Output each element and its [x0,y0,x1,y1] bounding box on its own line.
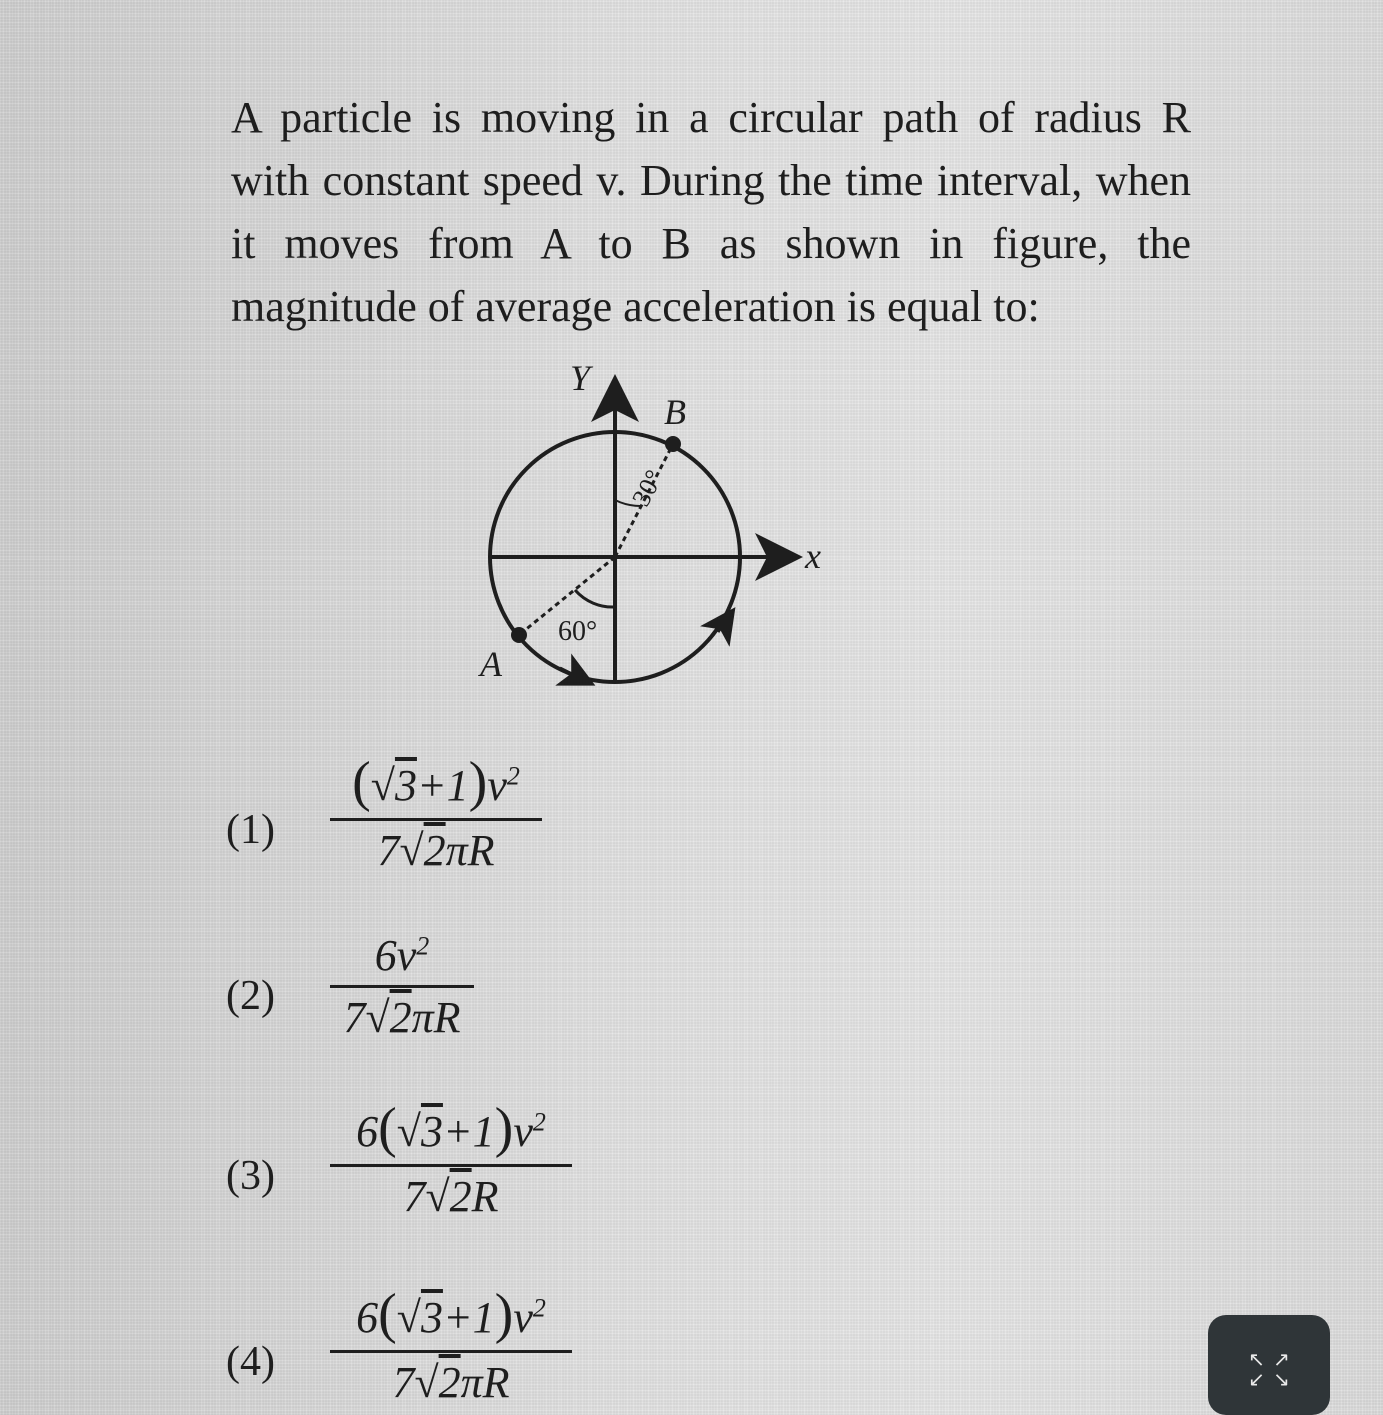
option-2-number: (2) [226,973,275,1019]
motion-arrow-bottom [560,668,590,683]
option-3-denominator: 7√2R [403,1172,499,1221]
circle-diagram [470,350,830,695]
option-2-fraction [330,930,474,1043]
option-1-fraction [330,750,542,876]
option-1-denominator: 7√2πR [377,826,495,875]
angle-30-label: 30° [626,465,669,511]
point-a [511,627,527,643]
circle-figure [470,350,830,695]
fullscreen-icon: ↖ ↗ ↙ ↘ [1248,1347,1290,1391]
y-axis-label: Y [570,358,591,398]
angle-arc-a [575,590,615,607]
option-3-numerator: $6(√3+1)v^2$ [356,1097,546,1159]
option-1-numerator: $(√3+1)v^2$ [352,751,520,813]
option-3-fraction [330,1096,572,1222]
option-2-denominator: 7√2πR [343,993,461,1042]
angle-60-label: 60° [558,616,598,647]
option-2-fraction-bar [330,985,474,988]
option-1-number: (1) [226,807,275,853]
option-1-fraction-bar [330,818,542,821]
point-b-label: B [664,392,686,432]
x-axis-label: x [805,536,821,576]
fullscreen-button[interactable] [1208,1315,1330,1415]
option-4-number: (4) [226,1339,275,1385]
option-3-number: (3) [226,1153,275,1199]
option-3-fraction-bar [330,1164,572,1167]
option-4-numerator: $6(√3+1)v^2$ [356,1283,546,1345]
option-2-numerator: $6v^2$ [374,931,430,980]
option-4-fraction-bar [330,1350,572,1353]
option-4-denominator: 7√2πR [392,1358,510,1407]
point-b [665,436,681,452]
point-a-label: A [480,644,502,684]
question-text: A particle is moving in a circular path of radius R with constant speed v. During the time interval, when it moves from A to B as shown in figure, the magnitude of average acceleration is equal to: [231,93,1191,331]
option-4-fraction [330,1282,572,1408]
